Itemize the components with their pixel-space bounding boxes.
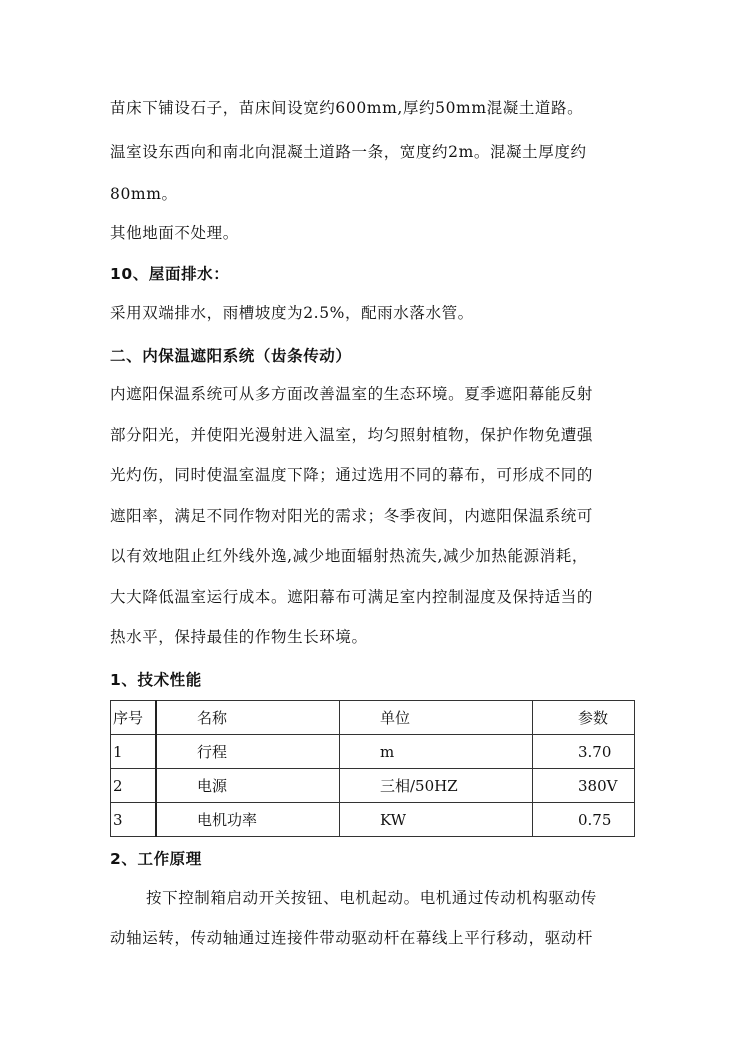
- paragraph-line: 动轴运转，传动轴通过连接件带动驱动杆在幕线上平行移动，驱动杆: [110, 929, 594, 947]
- paragraph-line: 热水平，保持最佳的作物生长环境。: [110, 628, 368, 646]
- cell: 电源: [156, 769, 340, 803]
- paragraph-line: 大大降低温室运行成本。遮阳幕布可满足室内控制湿度及保持适当的: [110, 588, 594, 606]
- header-cell: 序号: [111, 701, 157, 735]
- cell: 3: [111, 803, 157, 837]
- cell: 电机功率: [156, 803, 340, 837]
- cell: 0.75: [533, 803, 635, 837]
- paragraph-line: 80mm。: [110, 185, 178, 203]
- header-cell: 名称: [156, 701, 340, 735]
- section-heading: 10、屋面排水：: [110, 265, 230, 283]
- section-heading: 二、内保温遮阳系统（齿条传动）: [110, 347, 352, 365]
- section-heading: 1、技术性能: [110, 671, 202, 689]
- cell: 3.70: [533, 735, 635, 769]
- paragraph-line: 内遮阳保温系统可从多方面改善温室的生态环境。夏季遮阳幕能反射: [110, 385, 594, 403]
- cell: KW: [340, 803, 533, 837]
- cell: 380V: [533, 769, 635, 803]
- paragraph-line: 苗床下铺设石子，苗床间设宽约600mm,厚约50mm混凝土道路。: [110, 99, 584, 117]
- table-row: [111, 735, 635, 769]
- cell: 三相/50HZ: [340, 769, 533, 803]
- paragraph-line: 按下控制箱启动开关按钮、电机起动。电机通过传动机构驱动传: [146, 889, 597, 907]
- paragraph-line: 以有效地阻止红外线外逸,减少地面辐射热流失,减少加热能源消耗，: [110, 547, 588, 565]
- paragraph-line: 光灼伤，同时使温室温度下降；通过选用不同的幕布，可形成不同的: [110, 466, 594, 484]
- spec-table: [110, 700, 635, 837]
- table-header-row: [111, 701, 635, 735]
- header-cell: 单位: [340, 701, 533, 735]
- cell: m: [340, 735, 533, 769]
- paragraph-line: 其他地面不处理。: [110, 224, 239, 242]
- paragraph-line: 部分阳光，并使阳光漫射进入温室，均匀照射植物，保护作物免遭强: [110, 426, 594, 444]
- paragraph-line: 遮阳率，满足不同作物对阳光的需求；冬季夜间，内遮阳保温系统可: [110, 507, 594, 525]
- table-row: [111, 769, 635, 803]
- cell: 行程: [156, 735, 340, 769]
- section-heading: 2、工作原理: [110, 850, 202, 868]
- cell: 2: [111, 769, 157, 803]
- paragraph-line: 采用双端排水，雨槽坡度为2.5%，配雨水落水管。: [110, 304, 474, 322]
- cell: 1: [111, 735, 157, 769]
- table-row: [111, 803, 635, 837]
- header-cell: 参数: [533, 701, 635, 735]
- paragraph-line: 温室设东西向和南北向混凝土道路一条，宽度约2m。混凝土厚度约: [110, 143, 587, 161]
